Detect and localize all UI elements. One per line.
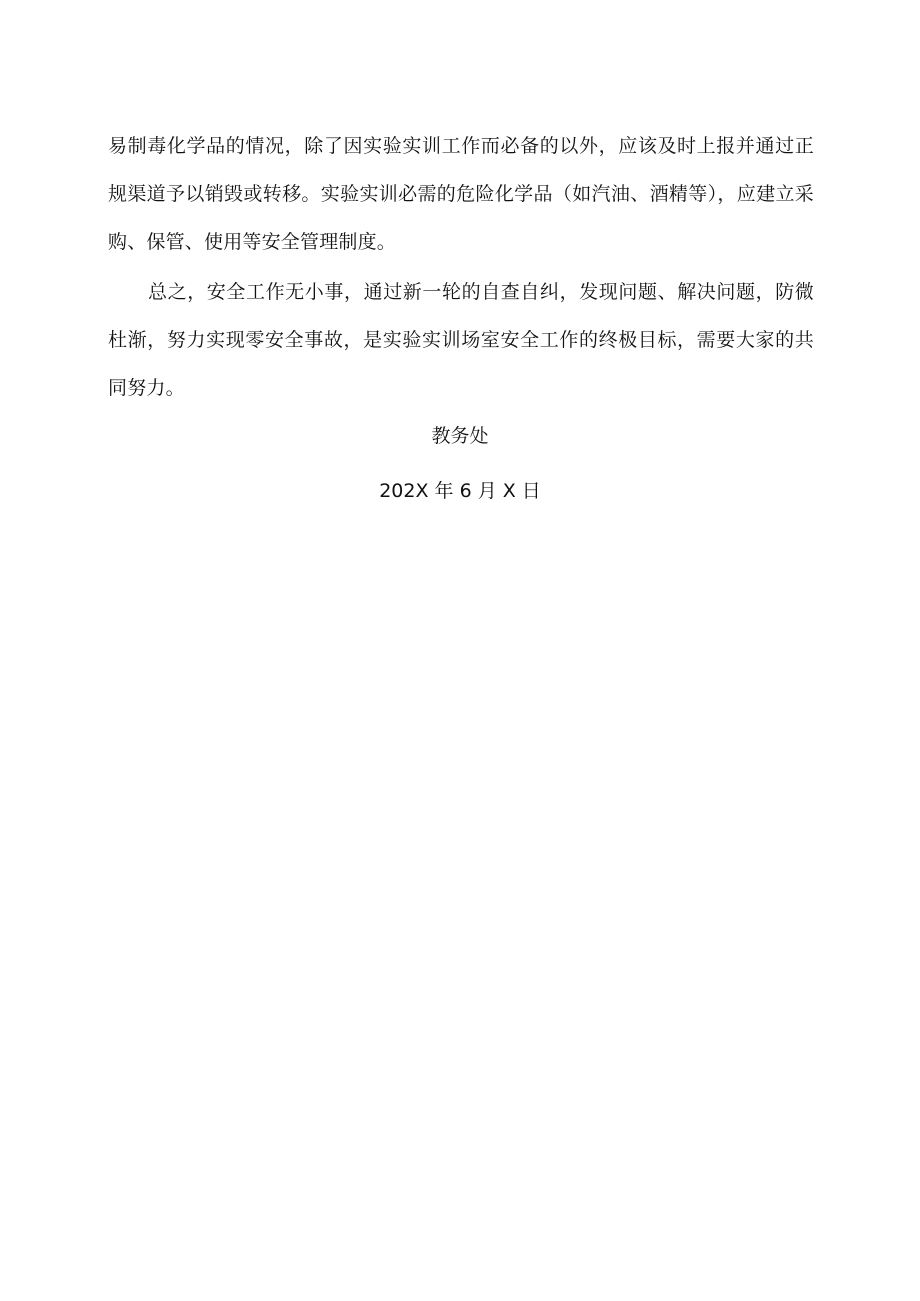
signature-date: 202X 年 6 月 X 日	[379, 480, 541, 502]
paragraph-conclusion: 总之，安全工作无小事，通过新一轮的自查自纠，发现问题、解决问题，防微杜渐，努力实现零安全事故，是实验实训场室安全工作的终极目标，需要大家的共同努力。	[108, 281, 814, 399]
document-body	[108, 122, 814, 412]
paragraph-continuation: 易制毒化学品的情况，除了因实验实训工作而必备的以外，应该及时上报并通过正规渠道予以销毁或转移。实验实训必需的危险化学品（如汽油、酒精等），应建立采购、保管、使用等安全管理制度。	[108, 135, 814, 253]
signature-organization: 教务处	[431, 425, 489, 447]
